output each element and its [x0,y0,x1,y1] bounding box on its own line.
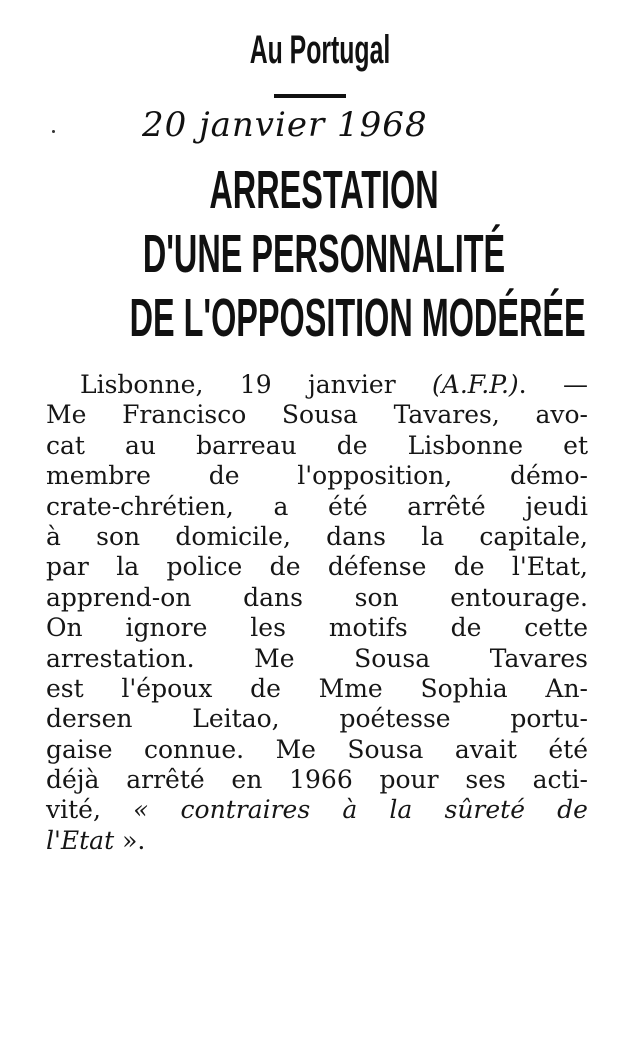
body-line: apprend-on dans son entourage. [46,582,588,612]
body-line: gaise connue. Me Sousa avait été [46,734,588,764]
dateline-agency: (A.F.P.) [432,370,519,399]
closing-lead: vité, [46,795,134,825]
dateline-dash: . — [518,370,588,399]
body-line: On ignore les motifs de cette [46,613,588,643]
body-line: Me Francisco Sousa Tavares, avo- [46,400,588,430]
body-line: à son domicile, dans la capitale, [46,521,588,551]
quote-line-1: contraires à la sûreté de [180,795,588,825]
body-line: dersen Leitao, poétesse portu- [46,704,588,734]
ink-speck [52,130,55,133]
handwritten-date-text: 20 janvier 1968 [142,105,428,145]
quote-open: « [133,795,181,825]
headline-line-2: D'UNE PERSONNALITÉ [142,224,506,284]
handwritten-date [142,100,562,152]
quote-close: ». [114,825,146,855]
body-line: arrestation. Me Sousa Tavares [46,643,588,673]
headline [129,158,586,350]
headline-line-3: DE L'OPPOSITION MODÉRÉE [129,288,586,348]
body-line: par la police de défense de l'Etat, [46,552,588,582]
article-body [46,370,588,856]
body-line: cat au barreau de Lisbonne et [46,430,588,460]
body-line: membre de l'opposition, démo- [46,461,588,491]
section-kicker: Au Portugal [249,28,391,72]
dateline [46,370,588,400]
body-line: crate-chrétien, a été arrêté jeudi [46,491,588,521]
body-line: déjà arrêté en 1966 pour ses acti- [46,765,588,795]
closing-line-2 [46,826,588,856]
headline-line-1: ARRESTATION [209,160,439,220]
quote-line-2: l'Etat [46,825,115,855]
dateline-place-date: Lisbonne, 19 janvier [80,370,433,399]
body-line: est l'époux de Mme Sophia An- [46,673,588,703]
kicker-divider [274,94,346,98]
closing-line-1 [46,795,588,825]
